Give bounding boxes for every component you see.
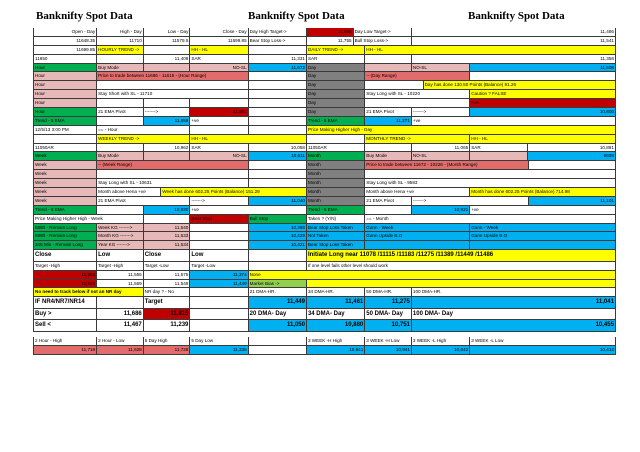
sheet-row	[33, 271, 616, 280]
sheet-row	[33, 232, 616, 241]
sheet-row	[33, 188, 616, 197]
sheet-cell: 21 EMA Pivot	[97, 108, 144, 116]
sheet-cell: 10,842	[412, 346, 470, 354]
sheet-row	[33, 262, 616, 271]
sheet-cell: Hour	[33, 81, 97, 89]
sheet-cell: 10,891	[528, 144, 615, 152]
sheet-cell: Month has done 602.25 Points (Balance) 714.98	[470, 188, 616, 196]
sheet-cell	[249, 117, 307, 125]
sheet-row	[33, 72, 616, 81]
sheet-cell: 11,681	[190, 108, 248, 116]
sheet-cell: 10,398	[249, 224, 307, 232]
sheet-cell: +ve	[470, 206, 616, 214]
sheet-cell: 10,941	[307, 346, 365, 354]
sheet-cell: N.A	[470, 99, 616, 107]
sheet-cell	[249, 90, 307, 98]
sheet-row	[33, 28, 616, 37]
sheet-cell: Hour	[33, 99, 97, 107]
sheet-cell: 11,101	[529, 197, 616, 205]
sheet-cell: NO-SL	[190, 152, 248, 160]
sheet-cell	[365, 144, 412, 152]
sheet-cell: 3 WEEK -H High	[307, 337, 365, 345]
sheet-row	[33, 320, 616, 332]
sheet-cell	[144, 46, 191, 54]
sheet-cell: Gann Upside B.O	[365, 232, 470, 240]
sheet-cell: 21 EMA Pivot	[365, 197, 412, 205]
sheet-row	[33, 161, 616, 170]
sheet-row	[33, 144, 616, 153]
sheet-cell: Close - Day	[190, 28, 248, 36]
sheet-cell	[365, 55, 412, 63]
sheet-cell	[365, 206, 412, 214]
sheet-cell: 5 Day Low	[190, 337, 248, 345]
sheet-cell: 10,429	[249, 232, 307, 240]
sheet-cell	[307, 280, 616, 288]
sheet-cell	[249, 179, 307, 187]
sheet-cell	[249, 99, 307, 107]
sheet-cell: Week has done 602.25 Points (Balance) 151.29	[161, 188, 307, 196]
sheet-cell: Day	[307, 81, 365, 89]
sheet-cell: 20 DMA- Day	[249, 309, 307, 320]
sheet-cell: Day	[307, 72, 365, 80]
sheet-cell: HH - HL	[190, 135, 307, 143]
sheet-cell	[144, 64, 191, 72]
sheet-cell: 11650	[33, 55, 97, 63]
sheet-cell	[97, 297, 144, 308]
sheet-cell: HOURLY TREND ->	[97, 46, 144, 54]
sheet-cell: Day	[307, 99, 365, 107]
sheet-cell: 10,058	[249, 144, 307, 152]
sheet-cell: Bear Stop	[190, 215, 248, 223]
sheet-cell: 21 EMA Pivot	[365, 108, 412, 116]
sheet-cell: 11,374	[190, 271, 248, 279]
sheet-cell: 11,275	[365, 297, 412, 308]
sheet-cell: 10,806	[470, 108, 616, 116]
sheet-cell: Bear Stop Loss Taken	[307, 241, 365, 249]
sheet-cell: Month KG ------->	[97, 232, 144, 240]
sheet-cell: Day	[307, 64, 365, 72]
sheet-cell	[97, 206, 144, 214]
sheet-row	[33, 280, 616, 289]
sheet-cell: 10,921	[412, 206, 470, 214]
sheet-cell: Month	[307, 197, 365, 205]
sheet-cell: 11,659	[144, 117, 191, 125]
sheet-cell: Target -High	[33, 262, 97, 270]
sheet-cell: 50 DMA- Day	[365, 309, 412, 320]
sheet-cell	[365, 99, 470, 107]
sheet-cell	[249, 46, 307, 54]
sheet-cell: 11,549	[144, 280, 191, 288]
sheet-row	[33, 108, 616, 117]
sheet-cell: 11050AR	[307, 144, 365, 152]
sheet-cell: 11,686	[97, 309, 144, 320]
sheet-cell	[144, 152, 191, 160]
sheet-row	[33, 224, 616, 233]
sheet-cell: 100 DMA- Day	[412, 309, 616, 320]
sheet-cell: 11,885	[307, 28, 354, 36]
sheet-row	[33, 288, 616, 297]
sheet-cell: == - Hour	[97, 126, 190, 134]
sheet-row	[33, 337, 616, 346]
sheet-cell: Stay Long with SL - 10220	[365, 90, 470, 98]
sheet-cell: 11,040	[249, 197, 307, 205]
sheet-cell: Day	[307, 90, 365, 98]
sheet-cell: 11,904	[33, 271, 97, 279]
sheet-cell: 11,409	[144, 55, 191, 63]
sheet-cell: 2 Hour - Low	[97, 337, 144, 345]
sheet-cell: Initiate Long near 11078 /11115 /11183 /11275 /11389 /11449 /11486	[307, 250, 616, 261]
sheet-cell: Market Bias ->	[249, 280, 307, 288]
sheet-cell: 11,508	[470, 64, 616, 72]
sheet-cell: Month above Hena +ve	[97, 188, 161, 196]
sheet-cell: ------->	[190, 197, 248, 205]
sheet-row	[33, 37, 616, 46]
sheet-cell	[97, 170, 249, 178]
sheet-cell: Buy Mode	[97, 152, 144, 160]
sheet-cell: None	[249, 271, 616, 279]
sheet-row	[33, 206, 616, 215]
sheet-cell: 10,455	[412, 320, 616, 331]
sheet-cell: Hour	[33, 108, 97, 116]
sheet-cell: Month	[307, 179, 365, 187]
sheet-cell	[249, 250, 307, 261]
sheet-row	[33, 297, 616, 309]
sheet-cell: Buy Mode	[97, 64, 144, 72]
sheet-cell: Target	[144, 297, 191, 308]
sheet-cell: 11,718	[33, 346, 97, 354]
sheet-cell: 11,815	[144, 309, 191, 320]
sheet-cell	[249, 161, 307, 169]
sheet-cell: Hour	[33, 90, 97, 98]
sheet-row	[33, 55, 616, 64]
sheet-cell: HH - HL	[190, 46, 248, 54]
sheet-cell	[190, 288, 248, 296]
sheet-row	[33, 250, 616, 262]
sheet-cell: 11,569	[97, 280, 144, 288]
sheet-cell: 12/5/13 3:00 PM	[33, 126, 97, 134]
sheet-cell: Bull Stop	[249, 215, 307, 223]
sheet-cell: 11,239	[144, 320, 191, 331]
sheet-row	[33, 241, 616, 250]
sheet-cell	[365, 170, 616, 178]
sheet-cell	[307, 135, 365, 143]
sheet-cell: 11699.85	[33, 46, 97, 54]
sheet-cell: 34 DMA- Day	[307, 309, 365, 320]
sheet-cell	[249, 108, 307, 116]
sheet-cell	[97, 55, 144, 63]
sheet-cell	[470, 152, 528, 160]
sheet-cell: Bear Stop Loss->	[249, 37, 307, 45]
sheet-cell	[190, 309, 248, 320]
title-center: Banknifty Spot Data	[248, 10, 345, 22]
sheet-cell: 10,941	[365, 346, 412, 354]
sheet-cell: 2 Hour - High	[33, 337, 97, 345]
sheet-cell: 11,728	[144, 346, 191, 354]
sheet-cell: Sell <	[33, 320, 97, 331]
sheet-cell: Day	[307, 108, 365, 116]
sheet-cell: Price to trade between 11686 - 11615 - (Hour Range)	[97, 72, 249, 80]
sheet-cell: NO-SL	[412, 64, 470, 72]
sheet-cell: No need to track below if not an NR day	[33, 288, 144, 296]
sheet-cell: Month	[307, 170, 365, 178]
sheet-row	[33, 197, 616, 206]
sheet-cell	[529, 161, 616, 169]
sheet-row	[33, 126, 616, 135]
sheet-cell: 11,672	[249, 64, 307, 72]
sheet-cell	[97, 99, 144, 107]
sheet-cell: IF NR4/NR7/NR14	[33, 297, 97, 308]
sheet-cell: SAR	[470, 144, 528, 152]
sheet-cell	[97, 81, 249, 89]
sheet-cell: Low - Day	[144, 28, 191, 36]
sheet-cell: 11,358	[412, 55, 616, 63]
sheet-cell	[249, 346, 307, 354]
sheet-cell: Month	[307, 188, 365, 196]
sheet-cell: 11,041	[412, 297, 616, 308]
sheet-cell: Week	[33, 152, 97, 160]
sheet-cell	[190, 241, 248, 249]
sheet-cell: High - Day	[97, 28, 144, 36]
sheet-cell: Close	[33, 250, 97, 261]
sheet-cell	[249, 262, 307, 270]
sheet-cell	[190, 99, 248, 107]
sheet-cell: SAR	[190, 144, 248, 152]
sheet-cell: 50 DMA-HR.	[365, 288, 412, 296]
sheet-cell: SAR	[307, 55, 365, 63]
sheet-cell: Buy >	[33, 309, 97, 320]
sheet-cell	[144, 215, 191, 223]
sheet-cell: 3 WEEK -H Low	[365, 337, 412, 345]
sheet-cell: -- (Day Range)	[365, 72, 470, 80]
sheet-cell: Trend - 5 EMA	[307, 117, 365, 125]
sheet-cell: If one level fails other level should work	[307, 262, 616, 270]
sheet-cell: Day High Target->	[249, 28, 307, 36]
sheet-row	[33, 90, 616, 99]
sheet-cell: 3 WEEK -L Low	[470, 337, 616, 345]
sheet-cell: Month above Hena +ve	[365, 188, 470, 196]
sheet-cell: Not Taken	[307, 232, 365, 240]
sheet-cell: 11,541	[412, 37, 616, 45]
sheet-cell: Day has done 130.50 Points (Balance) 91.26	[424, 81, 616, 89]
sheet-row	[33, 81, 616, 90]
sheet-cell	[190, 232, 248, 240]
sheet-cell	[470, 72, 616, 80]
title-left: Banknifty Spot Data	[36, 10, 133, 22]
sheet-cell: 10,930	[144, 206, 191, 214]
data-sheet	[33, 28, 616, 355]
sheet-cell: 11710	[97, 37, 144, 45]
sheet-cell: 11050AR	[33, 144, 97, 152]
sheet-row	[33, 46, 616, 55]
sheet-cell: 10,611	[249, 152, 307, 160]
sheet-cell: == - Month	[365, 215, 616, 223]
sheet-cell	[97, 144, 144, 152]
sheet-cell: +ve	[412, 117, 616, 125]
sheet-cell: Low	[190, 250, 248, 261]
sheet-cell	[249, 126, 307, 134]
sheet-cell	[249, 170, 307, 178]
sheet-cell: NR day ? - No	[144, 288, 191, 296]
sheet-cell: Stay Short with SL - 11710	[97, 90, 249, 98]
sheet-cell: 11,331	[249, 55, 307, 63]
sheet-cell: Price Making Higher High - Day	[307, 126, 616, 134]
sheet-cell: Trend - 5 EMA	[33, 206, 97, 214]
sheet-cell	[249, 72, 307, 80]
sheet-cell: Week	[33, 188, 97, 196]
sheet-cell: 10,880	[307, 320, 365, 331]
sheet-cell: 10,962	[144, 144, 191, 152]
sheet-cell: DAILY TREND ->	[307, 46, 365, 54]
sheet-cell: ------->	[144, 108, 191, 116]
sheet-cell: Week	[33, 161, 97, 169]
sheet-cell: 11648.35	[33, 37, 97, 45]
sheet-cell: 11,533	[144, 232, 191, 240]
sheet-cell: 11,271	[365, 117, 412, 125]
sheet-row	[33, 99, 616, 108]
sheet-cell: 345 Min - Remain Long	[33, 241, 97, 249]
sheet-cell: 5880 - Remain Long	[33, 232, 97, 240]
sheet-cell: 5 Day High	[144, 337, 191, 345]
sheet-cell: Hour	[33, 64, 97, 72]
sheet-cell	[190, 320, 248, 331]
sheet-cell: Buy Mode	[365, 152, 412, 160]
sheet-cell: Week	[33, 179, 97, 187]
sheet-cell: 11,336	[190, 346, 248, 354]
sheet-cell	[190, 224, 248, 232]
sheet-cell: 21 EMA Pivot	[97, 197, 190, 205]
sheet-cell: Low	[97, 250, 144, 261]
sheet-cell: Close	[144, 250, 191, 261]
sheet-cell: 11,540	[144, 224, 191, 232]
sheet-cell	[365, 241, 470, 249]
sheet-cell	[97, 117, 144, 125]
sheet-cell: Taken ? (Y/N)	[307, 215, 365, 223]
sheet-cell: +ve	[190, 117, 248, 125]
sheet-cell: Week	[33, 197, 97, 205]
sheet-cell: Bear Stop Loss Taken	[307, 224, 365, 232]
sheet-cell: Price Making Higher High - Week	[33, 215, 144, 223]
sheet-cell: 3 WEEK -L High	[412, 337, 470, 345]
sheet-cell: 100 DMA-HR.	[412, 288, 616, 296]
sheet-cell: 34 DMA-HR.	[307, 288, 365, 296]
sheet-cell: 10,412	[470, 346, 616, 354]
sheet-cell: 5880 - Remain Long	[33, 224, 97, 232]
sheet-cell	[190, 126, 248, 134]
sheet-cell: 11,628	[97, 346, 144, 354]
sheet-cell: Day Low Target->	[354, 28, 412, 36]
sheet-row	[33, 309, 616, 321]
sheet-cell: 11579.5	[144, 37, 191, 45]
sheet-cell: 11699.85	[190, 37, 248, 45]
sheet-row	[33, 346, 616, 355]
sheet-cell: HH - HL	[470, 135, 616, 143]
sheet-cell: 8608	[528, 152, 615, 160]
sheet-cell: +ve	[190, 206, 307, 214]
sheet-cell: Month	[307, 161, 365, 169]
sheet-cell	[470, 241, 616, 249]
sheet-cell: Open - Day	[33, 28, 97, 36]
sheet-cell: Target -High	[97, 262, 144, 270]
sheet-cell: 11,755	[307, 37, 354, 45]
sheet-cell: WEEKLY TREND ->	[97, 135, 190, 143]
sheet-cell: Gann - Week	[470, 224, 616, 232]
sheet-cell: NO-SL	[412, 152, 470, 160]
sheet-cell: Gann - Week	[365, 224, 470, 232]
sheet-cell: 11,925	[33, 280, 97, 288]
sheet-cell: NO-SL	[190, 64, 248, 72]
sheet-row	[33, 64, 616, 73]
sheet-row	[33, 152, 616, 161]
sheet-cell	[365, 64, 412, 72]
sheet-cell: Trend - 5 EMA	[33, 117, 97, 125]
sheet-cell: Stay Long with SL - 10631	[97, 179, 249, 187]
sheet-cell: Month	[307, 152, 365, 160]
sheet-cell: Year KG ------->	[97, 241, 144, 249]
sheet-cell: -- (Week Range)	[97, 161, 249, 169]
sheet-cell	[144, 99, 191, 107]
sheet-cell: Caution ? FALSE	[470, 90, 616, 98]
sheet-cell: 11,449	[190, 280, 248, 288]
sheet-cell: Stay Long with SL - 9583	[365, 179, 616, 187]
sheet-cell: 10,751	[365, 320, 412, 331]
sheet-cell: 11,050	[249, 320, 307, 331]
sheet-cell: 11,065	[412, 144, 470, 152]
sheet-cell	[33, 135, 97, 143]
sheet-cell: 11,461	[307, 297, 365, 308]
sheet-cell: Price to trade between 11672 - 10226 - (Month Range)	[365, 161, 528, 169]
sheet-cell: 11,555	[97, 271, 144, 279]
sheet-cell: 11,534	[144, 241, 191, 249]
sheet-cell: 11,467	[97, 320, 144, 331]
sheet-row	[33, 215, 616, 224]
sheet-cell: Hour	[33, 72, 97, 80]
sheet-cell: ------->	[412, 197, 529, 205]
sheet-cell: Target -Low	[144, 262, 191, 270]
sheet-cell: 21 DMA-HR.	[249, 288, 307, 296]
sheet-cell: HH - HL	[365, 46, 616, 54]
sheet-cell: 11,575	[144, 271, 191, 279]
sheet-row	[33, 117, 616, 126]
sheet-cell	[249, 81, 307, 89]
sheet-row	[33, 135, 616, 144]
title-right: Banknifty Spot Data	[468, 10, 565, 22]
sheet-cell: Gann Upside B.O	[470, 232, 616, 240]
sheet-cell: Trend - 5 EMA	[307, 206, 365, 214]
sheet-cell: SAR	[190, 55, 248, 63]
sheet-cell	[365, 81, 423, 89]
sheet-cell: Bull Stop Loss->	[354, 37, 412, 45]
sheet-cell: 10,421	[249, 241, 307, 249]
sheet-cell: Target -Low	[190, 262, 248, 270]
sheet-cell: Week KG ------->	[97, 224, 144, 232]
sheet-cell: 11,449	[249, 297, 307, 308]
sheet-cell: 11,486	[412, 28, 616, 36]
sheet-row	[33, 170, 616, 179]
sheet-cell: Week	[33, 170, 97, 178]
sheet-row	[33, 179, 616, 188]
sheet-cell	[249, 337, 307, 345]
sheet-cell: ------->	[412, 108, 470, 116]
sheet-cell	[190, 297, 248, 308]
sheet-cell: MONTHLY TREND ->	[365, 135, 470, 143]
